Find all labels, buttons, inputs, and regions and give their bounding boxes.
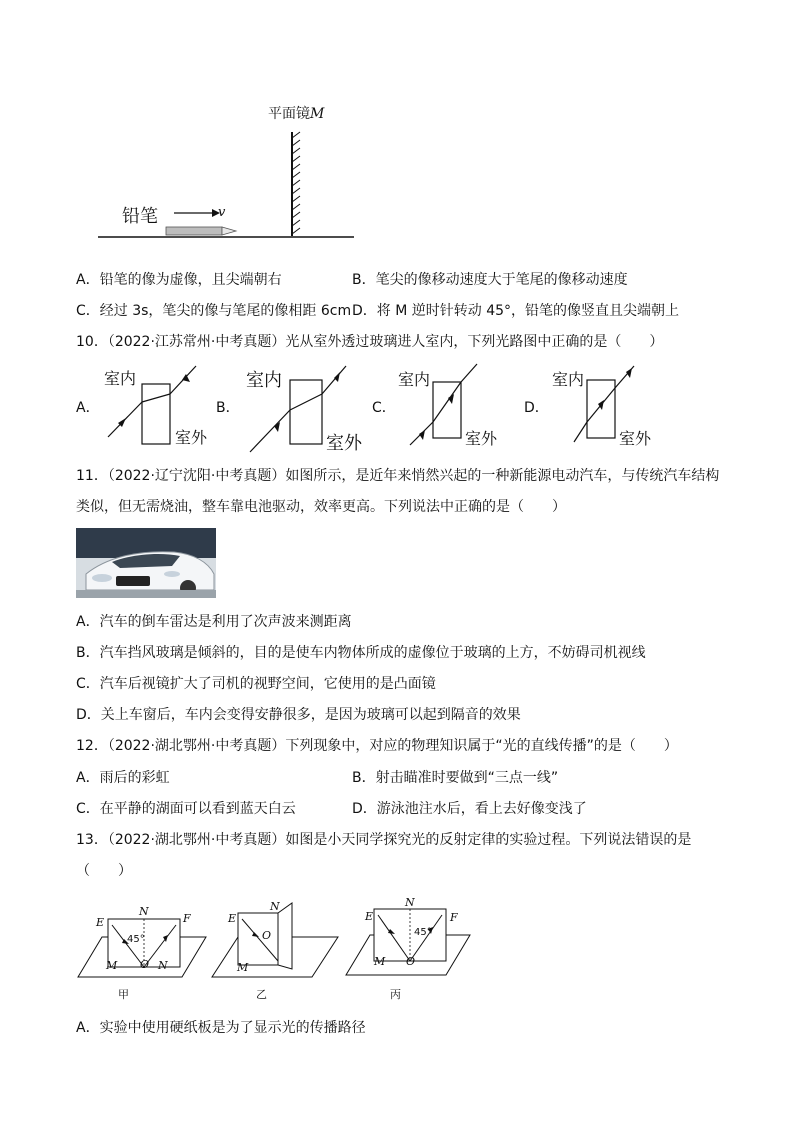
q11-option-d: D．关上车窗后，车内会变得安静很多，是因为玻璃可以起到隔音的效果 [76,707,521,723]
mirror-label: 平面镜M [268,106,325,122]
q12-option-b: B．射击瞄准时要做到“三点一线” [352,770,559,786]
q10-letter-b: B． [216,400,240,416]
svg-text:室内: 室内 [246,370,282,391]
q10-letter-a: A． [76,400,100,416]
q12-stem: 12．（2022·湖北鄂州·中考真题）下列现象中，对应的物理知识属于“光的直线传播”的是（ ） [76,738,678,754]
q13-figures [0,895,794,1007]
q13-paren: （ ） [76,863,132,879]
q9-option-d: D．将 M 逆时针转动 45°，铅笔的像竖直且尖端朝上 [352,303,680,319]
svg-text:N: N [139,905,149,918]
svg-text:M: M [374,955,386,968]
svg-text:室内: 室内 [552,370,585,389]
svg-text:F: F [183,912,191,925]
mirror-hatching [292,132,300,234]
q10-stem: 10．（2022·江苏常州·中考真题）光从室外透过玻璃进人室内，下列光路图中正确的是（ ） [76,334,664,350]
q13-option-a: A．实验中使用硬纸板是为了显示光的传播路径 [76,1020,366,1036]
svg-text:室外: 室外 [175,428,208,447]
q10-diagram-b [246,366,363,454]
svg-text:室外: 室外 [465,429,498,448]
svg-text:室内: 室内 [398,370,431,389]
svg-text:N: N [158,959,168,972]
svg-text:O: O [140,958,150,971]
svg-text:M: M [237,961,249,974]
velocity-symbol: v [218,205,226,220]
svg-text:N: N [270,900,280,913]
q10-letter-c: C． [372,400,396,416]
q10-diagram-c [398,364,498,448]
electric-car-photo [76,528,216,598]
svg-text:O: O [406,955,416,968]
q12-option-a: A．雨后的彩虹 [76,770,170,786]
q11-option-c: C．汽车后视镜扩大了司机的视野空间，它使用的是凸面镜 [76,676,436,692]
svg-text:F: F [450,911,458,924]
q11-option-a: A．汽车的倒车雷达是利用了次声波来测距离 [76,614,352,630]
pencil-shape [166,227,236,235]
svg-text:M: M [106,959,118,972]
svg-text:E: E [228,912,237,925]
q10-diagram-d [552,366,652,448]
q10-diagrams [0,360,794,455]
q13-figure-yi [212,900,338,1001]
svg-text:乙: 乙 [256,988,267,1001]
q9-option-b: B．笔尖的像移动速度大于笔尾的像移动速度 [352,272,628,288]
q12-option-c: C．在平静的湖面可以看到蓝天白云 [76,801,296,817]
q11-stem-line2: 类似，但无需烧油，整车靠电池驱动，效率更高。下列说法中正确的是（ ） [76,499,566,515]
q11-stem-line1: 11．（2022·辽宁沈阳·中考真题）如图所示，是近年来悄然兴起的一种新能源电动汽车，与传统汽车结构 [76,468,720,484]
q9-option-a: A．铅笔的像为虚像，且尖端朝右 [76,272,282,288]
q13-stem: 13．（2022·湖北鄂州·中考真题）如图是小天同学探究光的反射定律的实验过程。下列说法错误的是 [76,832,692,848]
pencil-mirror-figure [0,0,794,250]
svg-text:丙: 丙 [390,988,401,1001]
pencil-label: 铅笔 [122,206,158,227]
svg-text:室外: 室外 [326,433,362,454]
svg-text:N: N [405,896,415,909]
svg-text:E: E [365,910,374,923]
q10-letter-d: D． [524,400,549,416]
svg-text:E: E [96,916,105,929]
svg-text:甲: 甲 [118,988,129,1001]
svg-text:室内: 室内 [104,369,137,388]
q9-option-c: C．经过 3s，笔尖的像与笔尾的像相距 6cm [76,303,352,319]
q13-figure-jia [78,905,206,1001]
svg-text:O: O [262,929,272,942]
q13-figure-bing [346,896,470,1001]
q12-option-d: D．游泳池注水后，看上去好像变浅了 [352,801,587,817]
svg-text:45°: 45° [127,934,145,945]
q11-option-b: B．汽车挡风玻璃是倾斜的，目的是使车内物体所成的虚像位于玻璃的上方，不妨碍司机视线 [76,645,646,661]
svg-text:室外: 室外 [619,429,652,448]
q10-diagram-a [104,366,208,447]
svg-text:45°: 45° [414,927,432,938]
